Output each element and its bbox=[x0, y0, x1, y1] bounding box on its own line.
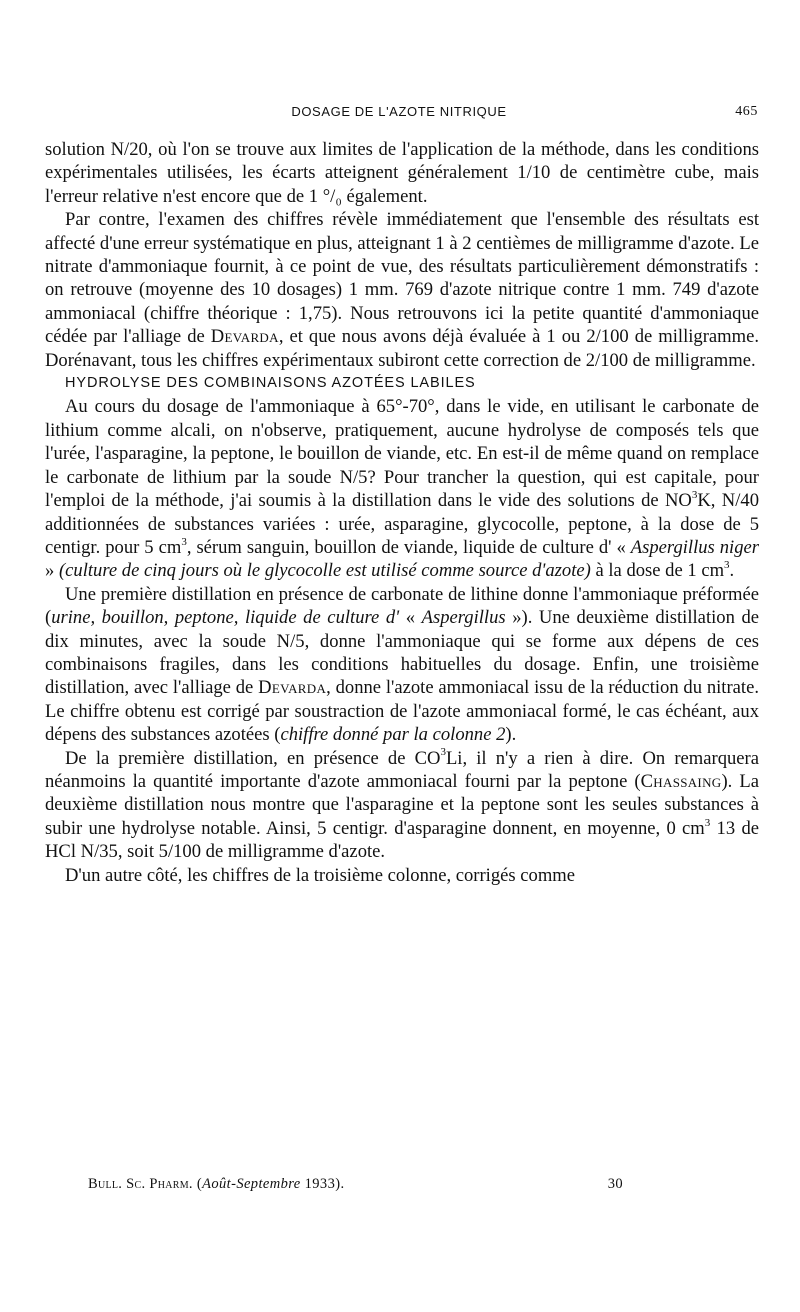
italic-note: (culture de cinq jours où le glycocolle est utilisé comme source d'azote) bbox=[58, 560, 591, 582]
signature-number: 30 bbox=[607, 1176, 623, 1192]
paragraph-2-text-b: , et que nous avons déjà évaluée à 1 ou 2/100 de milligramme. Dorénavant, tous les chiffres expérimentaux subiront cette correction de 2/100 de milligramme. bbox=[45, 326, 759, 371]
paragraph-2-text-a: Par contre, l'examen des chiffres révèle immédiatement que l'ensemble des résultats est affecté d'une erreur systématique en plus, atteignant 1 à 2 centièmes de milligramme d'azote. Le nitrate d'ammoniaque fournit, à ce point de vue, des résultats particulièrement démonstratifs : on retrouve (moyenne des 10 dosages) 1 mm. 769 d'azote nitrique contre 1 mm. 749 d'azote ammoniacal (chiffre théorique : 1,75). Nous retrouvons ici la petite quantité d'ammoniaque cédée par l'alliage de bbox=[45, 209, 759, 348]
paragraph-5-text-b: Li, il n'y a rien à dire. On remarquera néanmoins la quantité importante d'azote ammoniacal fourni par la peptone ( bbox=[45, 747, 759, 792]
paragraph-5 bbox=[45, 747, 759, 864]
paragraph-4-text-e: ). bbox=[505, 724, 517, 746]
paragraph-5-text-d: 13 de HCl N/35, soit 5/100 de milligramme d'azote. bbox=[45, 817, 759, 863]
page-number: 465 bbox=[735, 104, 758, 119]
superscript: 3 bbox=[704, 816, 711, 829]
paragraph-3-text-b: K, N/40 additionnées de substances variées : urée, asparagine, glycocolle, peptone, à la dose de 5 centigr. pour 5 cm bbox=[45, 490, 759, 558]
paragraph-2 bbox=[45, 208, 759, 372]
superscript: 3 bbox=[691, 488, 698, 501]
superscript: 3 bbox=[181, 535, 187, 548]
paragraph-5-text-a: De la première distillation, en présence de CO bbox=[65, 747, 441, 769]
issue-year: 1933). bbox=[300, 1176, 345, 1192]
page-footer bbox=[88, 1176, 758, 1198]
issue-months: Août-Septembre bbox=[202, 1176, 301, 1192]
section-heading: HYDROLYSE DES COMBINAISONS AZOTÉES LABILES bbox=[65, 375, 476, 392]
italic-note: chiffre donné par la colonne 2 bbox=[280, 724, 506, 746]
author-name-devarda: Devarda bbox=[210, 326, 279, 348]
author-name-devarda: Devarda bbox=[258, 677, 327, 699]
paragraph-3-text-d: » bbox=[45, 560, 59, 582]
italic-list: urine, bouillon, peptone, liquide de culture d' bbox=[51, 607, 400, 629]
paragraph-3 bbox=[45, 395, 759, 582]
paragraph-4-text-b: « bbox=[399, 607, 422, 629]
italic-species-name: Aspergillus niger bbox=[630, 536, 760, 558]
paragraph-5-text-c: ). La deuxième distillation nous montre que l'asparagine et la peptone sont les seules substances à subir une hydrolyse notable. Ainsi, 5 centigr. d'asparagine donnent, en moyenne, 0 cm bbox=[45, 770, 759, 839]
running-header bbox=[40, 104, 758, 126]
superscript: 3 bbox=[440, 746, 446, 759]
paragraph-3-text-c: , sérum sanguin, bouillon de viande, liquide de culture d' « bbox=[186, 536, 631, 558]
author-name-chassaing: Chassaing bbox=[640, 770, 722, 792]
journal-reference bbox=[88, 1176, 344, 1193]
paragraph-6: D'un autre côté, les chiffres de la troisième colonne, corrigés comme bbox=[65, 864, 576, 886]
paragraph-4 bbox=[45, 583, 759, 747]
body-text bbox=[45, 138, 759, 887]
running-title: DOSAGE DE L'AZOTE NITRIQUE bbox=[291, 104, 507, 119]
journal-name: Bull. Sc. Pharm. bbox=[88, 1176, 193, 1192]
paragraph-3-text-e: à la dose de 1 cm bbox=[590, 560, 725, 582]
issue-open: ( bbox=[192, 1176, 203, 1192]
paragraph-1: solution N/20, où l'on se trouve aux limites de l'application de la méthode, dans les conditions expérimentales utilisées, les écarts atteignent généralement 1/10 de centimètre cube, mais l'erreur relative n'est encore que de 1 °/₀ également. bbox=[45, 139, 759, 207]
paragraph-4-text-a: Une première distillation en présence de carbonate de lithine donne l'ammoniaque préformée ( bbox=[45, 583, 759, 629]
italic-species-name: Aspergillus bbox=[421, 607, 506, 629]
superscript: 3 bbox=[724, 559, 730, 572]
paragraph-3-text-f: . bbox=[729, 560, 735, 582]
paragraph-4-text-d: , donne l'azote ammoniacal issu de la réduction du nitrate. Le chiffre obtenu est corrigé par soustraction de l'azote ammoniacal formé, le cas échéant, aux dépens des substances azotées ( bbox=[45, 677, 759, 746]
paragraph-4-text-c: »). Une deuxième distillation de dix minutes, avec la soude N/5, donne l'ammoniaque qui se forme aux dépens de ces combinaisons fragiles, dans les conditions habituelles du dosage. Enfin, une troisième distillation, avec l'alliage de bbox=[45, 607, 759, 699]
paragraph-3-text-a: Au cours du dosage de l'ammoniaque à 65°-70°, dans le vide, en utilisant le carbonate de lithium comme alcali, on n'observe, pratiquement, aucune hydrolyse de composés tels que l'urée, l'asparagine, la peptone, le bouillon de viande, etc. En est-il de même quand on remplace le carbonate de lithium par la soude N/5? Pour trancher la question, qui est capitale, pour l'emploi de la méthode, j'ai soumis à la distillation dans le vide des solutions de NO bbox=[45, 396, 759, 512]
